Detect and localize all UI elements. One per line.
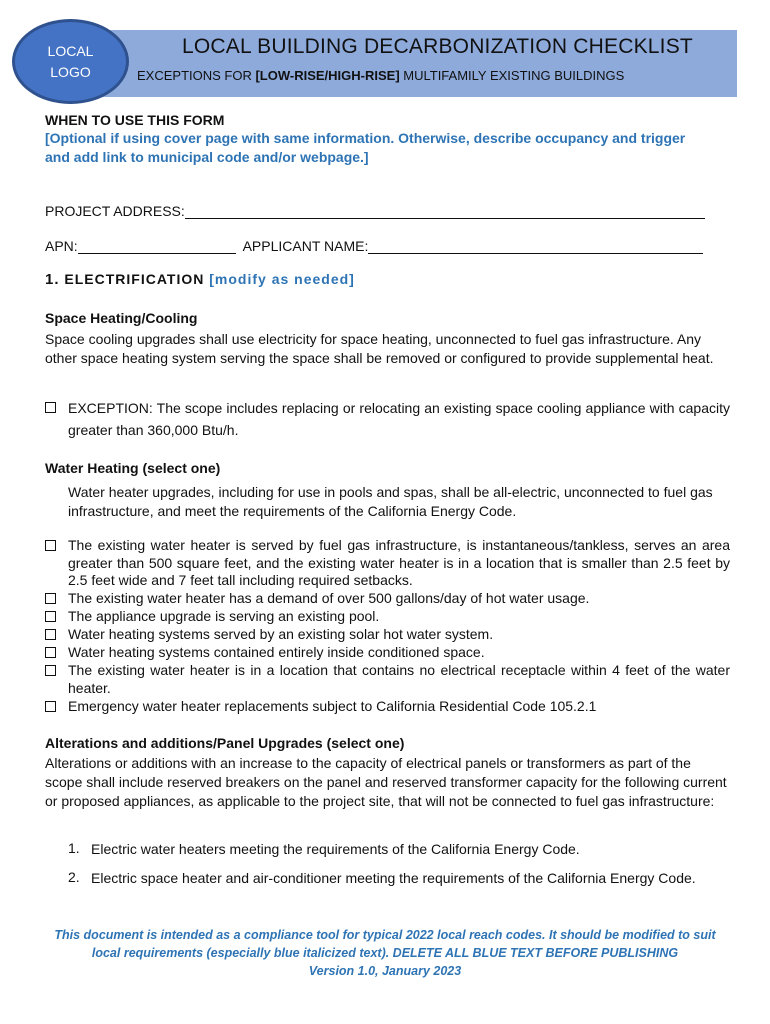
checkbox[interactable] <box>45 665 56 676</box>
list-number: 1. <box>68 840 80 856</box>
applicant-name-label: APPLICANT NAME: <box>242 238 369 254</box>
list-item <box>45 608 730 626</box>
logo-line1: LOCAL <box>47 42 94 59</box>
alterations-body: Alterations or additions with an increase to the capacity of electrical panels or transformers as part of the scope shall include reserved breakers on the panel and reserved transformer capacity for the following current or proposed appliances, as applicable to the project site, that will not be connected to fuel gas infrastructure: <box>45 755 727 809</box>
checkbox[interactable] <box>45 593 56 604</box>
section-title: ELECTRIFICATION <box>64 271 205 287</box>
page-subtitle <box>137 68 624 83</box>
section-number: 1. <box>45 271 60 288</box>
list-item-text: Electric space heater and air-conditioner meeting the requirements of the California Energy Code. <box>91 870 696 886</box>
subtitle-suffix: MULTIFAMILY EXISTING BUILDINGS <box>399 68 625 83</box>
applicant-name-field[interactable] <box>368 237 703 254</box>
space-heating-heading: Space Heating/Cooling <box>45 310 198 326</box>
logo-line2: LOGO <box>50 63 91 80</box>
list-number: 2. <box>68 869 80 885</box>
item-text: The existing water heater has a demand of over 500 gallons/day of hot water usage. <box>68 590 590 606</box>
project-address-field[interactable] <box>185 202 705 219</box>
checkbox[interactable] <box>45 647 56 658</box>
list-item <box>45 537 730 590</box>
section-modify-note: [modify as needed] <box>209 271 355 287</box>
apn-label: APN: <box>45 238 78 254</box>
list-item <box>45 698 730 716</box>
space-heating-body: Space cooling upgrades shall use electricity for space heating, unconnected to fuel gas infrastructure. Any other space heating system serving the space shall be removed or configured to provide supplemental heat. <box>45 331 714 366</box>
project-address-row <box>45 202 705 219</box>
item-text: The appliance upgrade is serving an existing pool. <box>68 608 380 624</box>
exception-text: EXCEPTION: The scope includes replacing or relocating an existing space cooling appliance with capacity greater than 360,000 Btu/h. <box>68 400 730 438</box>
checkbox[interactable] <box>45 629 56 640</box>
item-text: The existing water heater is in a location that contains no electrical receptacle within 4 feet of the water heater. <box>68 662 730 696</box>
item-text: Water heating systems served by an existing solar hot water system. <box>68 626 494 642</box>
list-item <box>45 644 730 662</box>
local-logo <box>12 19 129 104</box>
apn-row <box>45 237 703 254</box>
intro-note: [Optional if using cover page with same information. Otherwise, describe occupancy and trigger and add link to municipal code and/or webpage.] <box>45 130 686 165</box>
page-title: LOCAL BUILDING DECARBONIZATION CHECKLIST <box>182 35 693 58</box>
checkbox[interactable] <box>45 540 56 551</box>
space-heating-exception <box>45 397 730 441</box>
water-heating-body: Water heater upgrades, including for use in pools and spas, shall be all-electric, unconnected to fuel gas infrastructure, and meet the requirements of the California Energy Code. <box>68 484 713 519</box>
project-address-label: PROJECT ADDRESS: <box>45 203 185 219</box>
item-text: The existing water heater is served by fuel gas infrastructure, is instantaneous/tankless, serves an area greater than 500 square feet, and the existing water heater is in a location that is smaller than 2.5 feet by 2.5 feet wide and 7 feet tall including required setbacks. <box>68 537 730 588</box>
section-heading <box>45 271 355 288</box>
apn-field[interactable] <box>78 237 236 254</box>
alterations-heading: Alterations and additions/Panel Upgrades (select one) <box>45 735 405 751</box>
item-text: Emergency water heater replacements subject to California Residential Code 105.2.1 <box>68 698 597 714</box>
checkbox[interactable] <box>45 701 56 712</box>
intro-heading: WHEN TO USE THIS FORM <box>45 112 225 128</box>
water-heating-heading: Water Heating (select one) <box>45 460 221 476</box>
footer-disclaimer: This document is intended as a compliance tool for typical 2022 local reach codes. It should be modified to suit local requirements (especially blue italicized text). DELETE ALL BLUE TEXT BEFORE PUBLISHING <box>54 928 716 960</box>
footer-version: Version 1.0, January 2023 <box>308 964 462 978</box>
list-item <box>45 590 730 608</box>
list-item-text: Electric water heaters meeting the requirements of the California Energy Code. <box>91 841 580 857</box>
subtitle-building-type: [LOW-RISE/HIGH-RISE] <box>255 68 400 83</box>
subtitle-prefix: EXCEPTIONS FOR <box>137 68 256 83</box>
list-item <box>45 662 730 697</box>
footer-note <box>40 926 730 980</box>
checkbox[interactable] <box>45 402 56 413</box>
checkbox[interactable] <box>45 611 56 622</box>
item-text: Water heating systems contained entirely inside conditioned space. <box>68 644 485 660</box>
list-item <box>45 626 730 644</box>
